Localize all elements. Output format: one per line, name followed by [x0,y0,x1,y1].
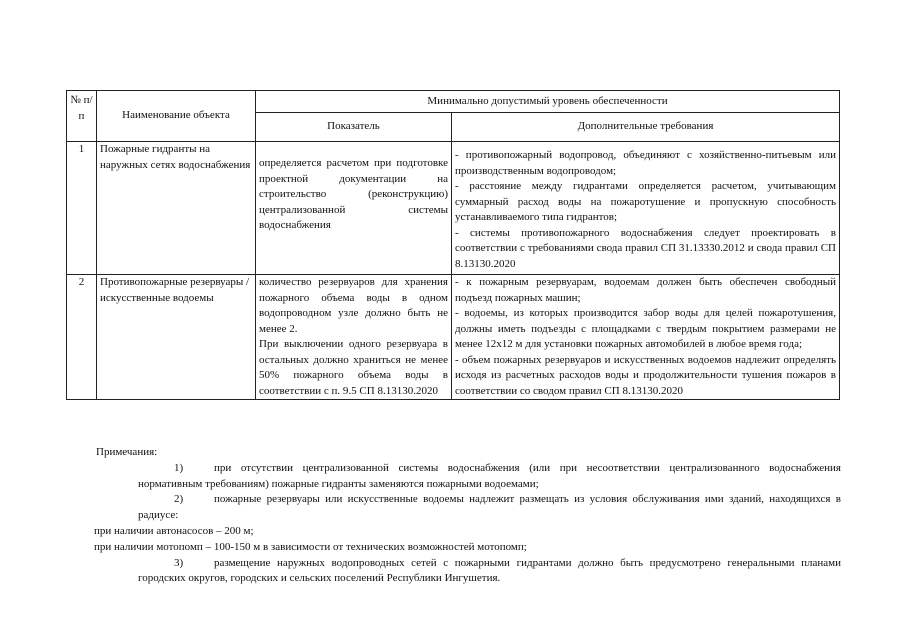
row-additional [452,142,840,275]
row-num: 1 [67,142,97,275]
row-additional-line: - системы противопожарного водоснабжения следует проектировать в соответствии с требованиями свода правил СП 31.13330.2012 и свода правил СП 8.13130.2020 [455,226,836,270]
row-name: Противопожарные резервуары /искусственные водоемы [97,275,256,400]
note-text: размещение наружных водопроводных сетей с пожарными гидрантами должно быть предусмотрено генеральными планами городских округов, городских и сельских поселений Республики Ингушетия. [138,556,841,585]
spacer [259,142,448,156]
row-indicator [256,275,452,400]
note-text: при отсутствии централизованной системы водоснабжения (или при несоответствии централизованного водоснабжения нормативным требованиям) пожарные гидранты заменяются пожарными водоемами; [138,461,841,490]
table-row [67,142,840,275]
row-indicator [256,142,452,275]
table-row [67,275,840,400]
note-item [96,556,841,588]
header-level: Минимально допустимый уровень обеспеченности [256,91,840,113]
row-additional-line: - объем пожарных резервуаров и искусственных водоемов надлежит определять исходя из расчетных расходов воды и продолжительности тушения пожаров в соответствии со сводом правил СП 8.13130.2020 [455,353,836,397]
notes-title: Примечания: [96,446,158,458]
requirements-table [66,90,840,400]
note-item [96,461,841,493]
row-additional-line: - расстояние между гидрантами определяется расчетом, учитывающим суммарный расход воды на пожаротушение и пропускную способность устанавливаемого типа гидрантов; [455,180,836,223]
header-name: Наименование объекта [97,91,256,142]
row-additional [452,275,840,400]
table-header-row [67,91,840,113]
note-text: пожарные резервуары или искусственные водоемы надлежит размещать из условия обслуживания ими зданий, находящихся в радиусе: [138,493,841,522]
note-radius-line: при наличии автонасосов – 200 м; [94,524,254,537]
row-additional-line: - к пожарным резервуарам, водоемам должен быть обеспечен свободный подъезд пожарных машин; [455,276,836,304]
note-number: 2) [174,493,184,506]
row-additional-line: - водоемы, из которых производится забор воды для целей пожаротушения, должны иметь подъезды с площадками с твердым покрытием размерами не менее 12х12 м для установки пожарных автомобилей в любое время года; [455,307,836,350]
row-num: 2 [67,275,97,400]
row-additional-line: - противопожарный водопровод, объединяют с хозяйственно-питьевым или производственным водопроводом; [455,149,836,177]
row-indicator-text: определяется расчетом при подготовке проектной документации на строительство (реконструкцию) централизованной системы водоснабжения [259,157,448,231]
row-name: Пожарные гидранты на наружных сетях водоснабжения [97,142,256,275]
header-additional: Дополнительные требования [452,113,840,142]
note-number: 3) [174,556,184,569]
row-indicator-text: количество резервуаров для хранения пожарного объема воды в одном водопроводном узле должно быть не менее 2. [259,276,448,335]
note-item [96,492,841,524]
row-indicator-text: При выключении одного резервуара в остальных должно храниться не менее 50% пожарного объема воды в соответствии с п. 9.5 СП 8.13130.2020 [259,338,448,397]
header-num: № п/п [67,91,97,142]
note-radius-line: при наличии мотопомп – 100-150 м в зависимости от технических возможностей мотопомп; [94,540,527,553]
header-indicator: Показатель [256,113,452,142]
note-number: 1) [174,461,184,474]
notes [96,445,841,587]
